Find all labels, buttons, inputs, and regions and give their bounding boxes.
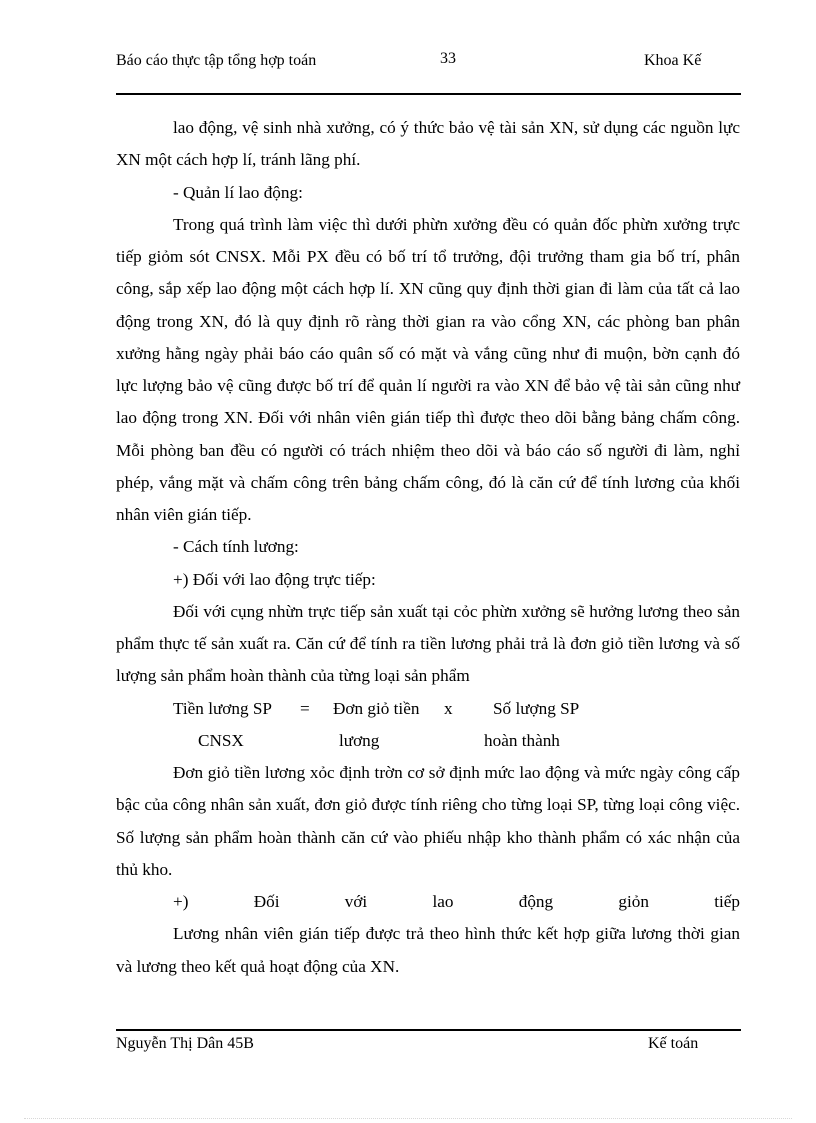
formula-term: Đơn giỏ tiền (333, 698, 420, 718)
word: lao (432, 892, 454, 911)
word: tiếp (714, 892, 740, 911)
wage-formula-line-2 (116, 725, 740, 757)
subheading-direct-labor: +) Đối với lao động trực tiếp: (173, 569, 376, 589)
footer-divider (116, 1029, 741, 1031)
formula-operator: = (300, 698, 310, 718)
formula-term: Tiền lương SP (173, 698, 272, 718)
formula-term: Số lượng SP (493, 698, 580, 718)
header-report-title: Báo cáo thực tập tổng hợp toán (116, 52, 317, 69)
formula-operator: x (444, 698, 453, 718)
paragraph: Lương nhân viên gián tiếp được trả theo hình thức kết hợp giữa lương thời gian và lương theo kết quả hoạt động của XN. (116, 924, 740, 976)
word: động (518, 892, 554, 911)
page-number: 33 (440, 50, 456, 67)
paragraph: Trong quá trình làm việc thì dưới phừn xưởng đều có quản đốc phừn xưởng trực tiếp giỏm sót CNSX. Mỗi PX đều có bố trí tổ trưởng, đội trưởng tham gia bố trí, phân công, sắp xếp lao động một cách hợp lí. XN cũng quy định thời gian đi làm của tất cả lao động trong XN, đó là quy định rõ ràng thời gian ra vào cổng XN, các phòng ban phân xưởng hằng ngày phải báo cáo quân số có mặt và vắng cũng như đi muộn, bờn cạnh đó lực lượng bảo vệ cũng được bố trí để quản lí người ra vào XN để bảo vệ tài sản cũng như lao động trong XN. Đối với nhân viên gián tiếp thì được theo dõi bằng bảng chấm công. Mỗi phòng ban đều có người có trách nhiệm theo dõi và báo cáo số người đi làm, nghỉ phép, vắng mặt và chấm công trên bảng chấm công, đó là căn cứ để tính lương của khối nhân viên gián tiếp. (116, 214, 740, 524)
paragraph: lao động, vệ sinh nhà xưởng, có ý thức bảo vệ tài sản XN, sử dụng các nguồn lực XN một cách hợp lí, tránh lãng phí. (116, 118, 740, 170)
formula-term: lương (339, 730, 380, 750)
header-divider (116, 93, 741, 95)
word: với (344, 892, 368, 911)
page-edge (24, 1118, 792, 1119)
paragraph: Đơn giỏ tiền lương xỏc định trờn cơ sở định mức lao động và mức ngày công cấp bậc của công nhân sản xuất, đơn giỏ được tính riêng cho từng loại SP, từng loại công việc. Số lượng sản phẩm hoàn thành căn cứ vào phiếu nhập kho thành phẩm có xác nhận của thủ kho. (116, 763, 740, 879)
footer-author: Nguyễn Thị Dân 45B (116, 1035, 254, 1052)
wage-formula-line-1 (116, 693, 740, 725)
section-heading-labor-management: - Quản lí lao động: (173, 182, 303, 202)
document-body (116, 112, 740, 983)
section-heading-wage-calculation: - Cách tính lương: (173, 537, 299, 557)
page-header (116, 48, 740, 92)
word: +) (173, 892, 189, 911)
formula-term: CNSX (198, 730, 244, 750)
word: Đối (253, 892, 280, 911)
paragraph: Đối với cụng nhừn trực tiếp sản xuất tại cỏc phừn xưởng sẽ hưởng lương theo sản phẩm thực tế sản xuất ra. Căn cứ để tính ra tiền lương phải trả là đơn giỏ tiền lương và số lượng sản phẩm hoàn thành của từng loại sản phẩm (116, 601, 740, 686)
formula-term: hoàn thành (484, 730, 560, 750)
subheading-indirect-labor (116, 886, 740, 918)
word: giỏn (618, 892, 649, 911)
footer-department: Kế toán (648, 1035, 699, 1052)
header-department: Khoa Kế (644, 52, 702, 69)
